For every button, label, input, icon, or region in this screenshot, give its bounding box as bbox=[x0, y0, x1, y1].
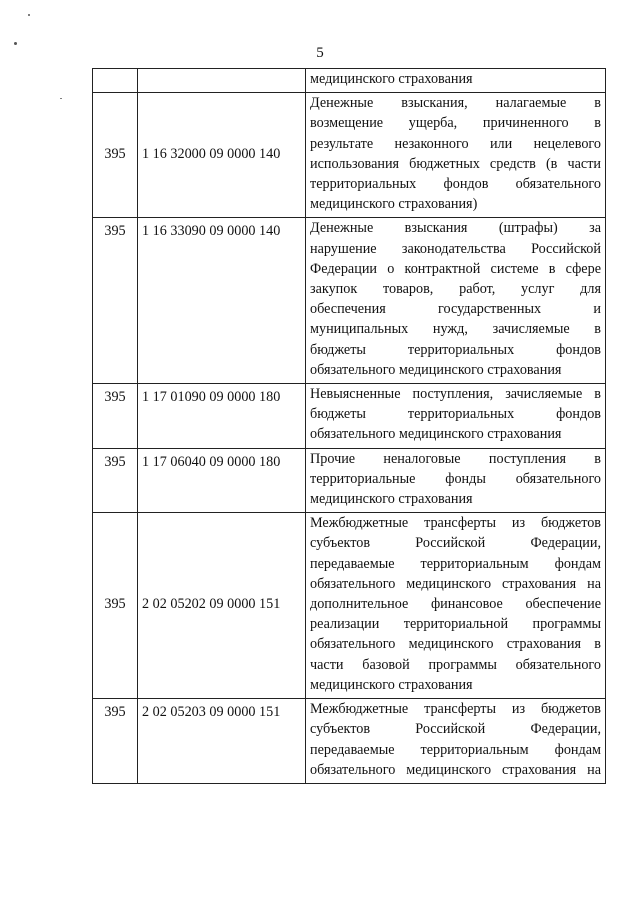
table-row bbox=[93, 448, 606, 513]
text-line: дополнительное финансовое обеспечение bbox=[310, 596, 601, 613]
text-line: результате незаконного или нецелевого bbox=[310, 135, 601, 152]
text-line: обязательного медицинского страхования на bbox=[310, 761, 601, 778]
budget-classification-table bbox=[92, 68, 606, 784]
table-row bbox=[93, 93, 606, 218]
revenue-name-cell bbox=[306, 93, 606, 218]
text-line: Денежные взыскания (штрафы) за bbox=[310, 220, 601, 237]
text-line: закупок товаров, работ, услуг для bbox=[310, 281, 601, 298]
table-row bbox=[93, 384, 606, 449]
text-line: возмещение ущерба, причиненного в bbox=[310, 115, 601, 132]
text-line: обязательного медицинского страхования bbox=[310, 361, 562, 378]
revenue-name-cell bbox=[306, 384, 606, 449]
page-number: 5 bbox=[316, 45, 324, 61]
kbk-code-cell: 1 16 32000 09 0000 140 bbox=[138, 93, 306, 218]
revenue-name-cell bbox=[306, 513, 606, 699]
kbk-code-cell: 1 16 33090 09 0000 140 bbox=[138, 218, 306, 384]
text-line: Межбюджетные трансферты из бюджетов bbox=[310, 515, 601, 532]
text-line: бюджеты территориальных фондов bbox=[310, 406, 601, 423]
text-line: Межбюджетные трансферты из бюджетов bbox=[310, 701, 601, 718]
admin-code-cell bbox=[93, 69, 138, 93]
text-line: обязательного медицинского страхования на bbox=[310, 575, 601, 592]
text-line: нарушение законодательства Российской bbox=[310, 240, 601, 257]
admin-code-cell: 395 bbox=[93, 93, 138, 218]
text-line: медицинского страхования bbox=[310, 71, 473, 87]
admin-code-cell: 395 bbox=[93, 699, 138, 784]
text-line: Прочие неналоговые поступления в bbox=[310, 450, 601, 467]
admin-code-cell: 395 bbox=[93, 448, 138, 513]
scan-speck bbox=[60, 98, 62, 99]
scan-speck bbox=[14, 42, 17, 45]
text-line: территориальных фондов обязательного bbox=[310, 176, 601, 193]
revenue-name-cell bbox=[306, 69, 606, 93]
text-line: обязательного медицинского страхования bbox=[310, 426, 562, 443]
text-line: Невыясненные поступления, зачисляемые в bbox=[310, 386, 601, 403]
kbk-code-cell bbox=[138, 69, 306, 93]
text-line: субъектов Российской Федерации, bbox=[310, 535, 601, 552]
table-row bbox=[93, 513, 606, 699]
text-line: субъектов Российской Федерации, bbox=[310, 721, 601, 738]
text-line: Федерации о контрактной системе в сфере bbox=[310, 260, 601, 277]
text-line: передаваемые территориальным фондам bbox=[310, 555, 601, 572]
admin-code-cell: 395 bbox=[93, 218, 138, 384]
table-row bbox=[93, 218, 606, 384]
text-line: бюджеты территориальных фондов bbox=[310, 341, 601, 358]
revenue-name-cell bbox=[306, 699, 606, 784]
admin-code-cell: 395 bbox=[93, 513, 138, 699]
text-line: муниципальных нужд, зачисляемые в bbox=[310, 321, 601, 338]
scan-speck bbox=[28, 14, 30, 16]
revenue-name-cell bbox=[306, 448, 606, 513]
kbk-code-cell: 1 17 06040 09 0000 180 bbox=[138, 448, 306, 513]
text-line: передаваемые территориальным фондам bbox=[310, 741, 601, 758]
text-line: территориальные фонды обязательного bbox=[310, 470, 601, 487]
text-line: медицинского страхования bbox=[310, 491, 473, 508]
kbk-code-cell: 2 02 05202 09 0000 151 bbox=[138, 513, 306, 699]
kbk-code-cell: 1 17 01090 09 0000 180 bbox=[138, 384, 306, 449]
revenue-name-cell bbox=[306, 218, 606, 384]
text-line: медицинского страхования bbox=[310, 676, 473, 693]
text-line: медицинского страхования) bbox=[310, 196, 478, 213]
text-line: использования бюджетных средств (в части bbox=[310, 155, 601, 172]
kbk-code-cell: 2 02 05203 09 0000 151 bbox=[138, 699, 306, 784]
text-line: части базовой программы обязательного bbox=[310, 656, 601, 673]
admin-code-cell: 395 bbox=[93, 384, 138, 449]
table-row bbox=[93, 69, 606, 93]
text-line: реализации территориальной программы bbox=[310, 616, 601, 633]
text-line: обязательного медицинского страхования в bbox=[310, 636, 601, 653]
table-row bbox=[93, 699, 606, 784]
text-line: обеспечения государственных и bbox=[310, 301, 601, 318]
text-line: Денежные взыскания, налагаемые в bbox=[310, 95, 601, 112]
